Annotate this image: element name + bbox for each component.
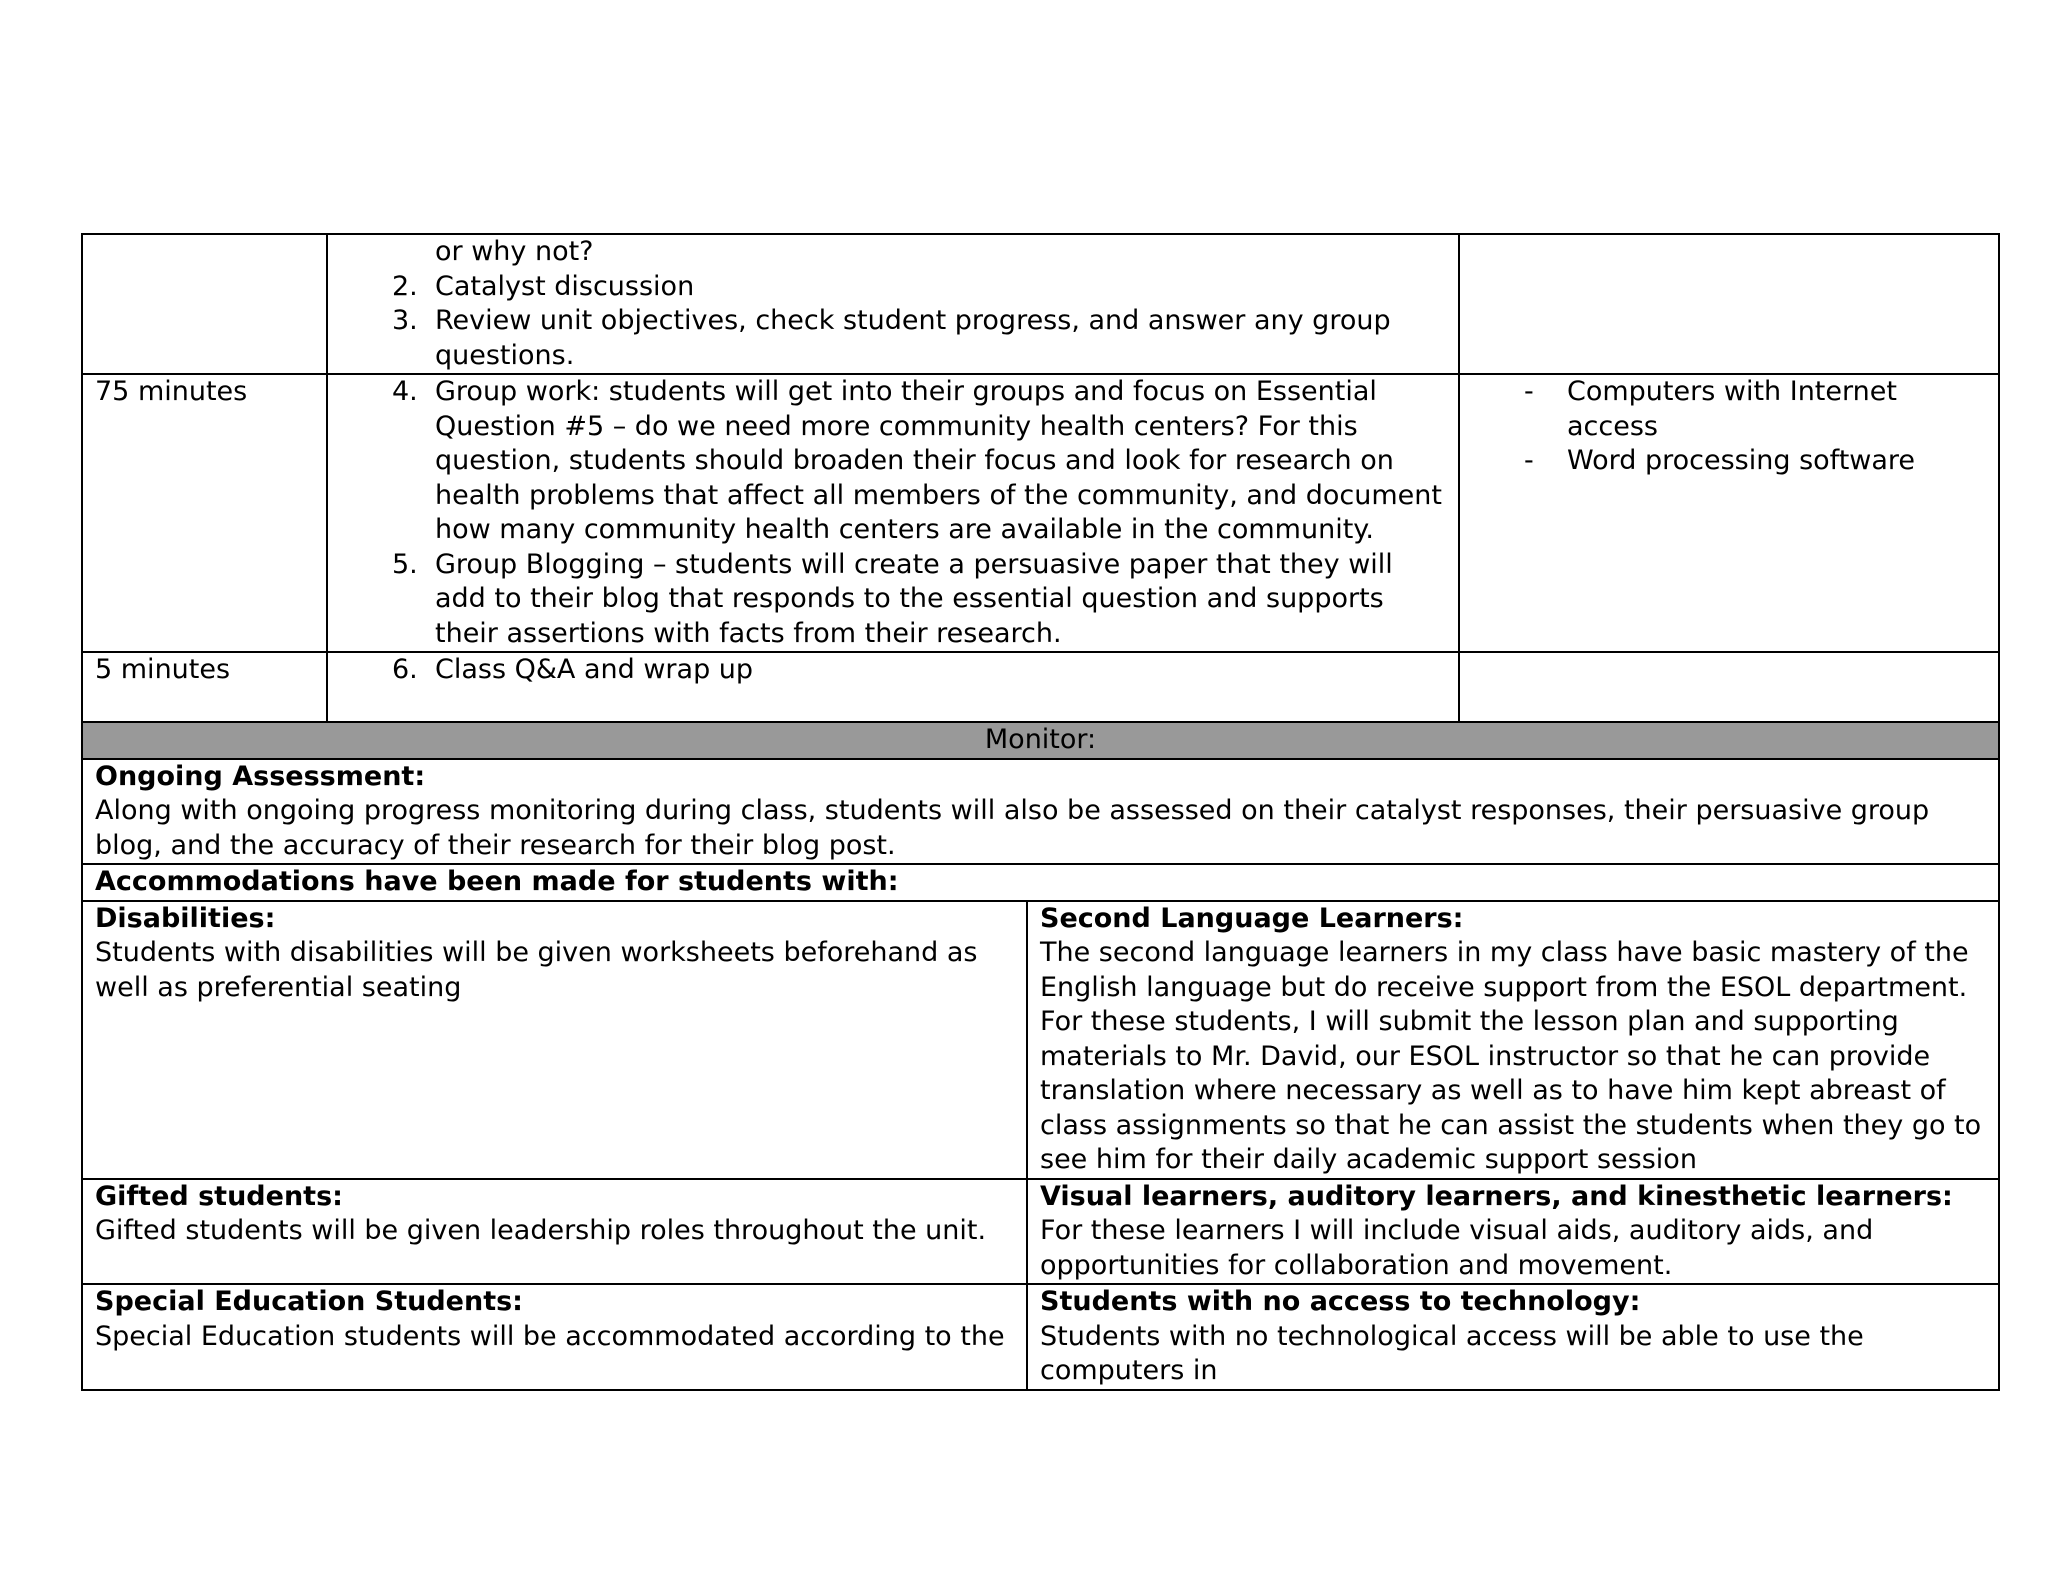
accommodations-row xyxy=(82,864,1999,901)
accommodations-title: Accommodations have been made for students with: xyxy=(82,864,1999,901)
assessment-row xyxy=(82,759,1999,865)
gifted-cell xyxy=(82,1179,1027,1285)
lesson-plan-table xyxy=(81,233,2000,723)
assessment-cell xyxy=(82,759,1999,865)
steps-cell xyxy=(327,652,1459,722)
table-row xyxy=(82,234,1999,374)
learners-title: Visual learners, auditory learners, and kinesthetic learners: xyxy=(1040,1180,1953,1212)
time-cell: 75 minutes xyxy=(82,374,327,652)
learners-cell xyxy=(1027,1179,1999,1285)
table-row xyxy=(82,901,1999,1179)
list-item: 5. Group Blogging – students will create a persuasive paper that they will add to their blog that responds to the essential question and supports their assertions with facts from their research. xyxy=(392,548,1393,649)
gifted-text: Gifted students will be given leadership roles throughout the unit. xyxy=(95,1215,987,1246)
table-row xyxy=(82,1284,1999,1390)
time-cell: 5 minutes xyxy=(82,652,327,722)
materials-cell xyxy=(1459,652,1999,722)
materials-cell xyxy=(1459,234,1999,374)
time-cell xyxy=(82,234,327,374)
disabilities-text: Students with disabilities will be given worksheets beforehand as well as preferential seating xyxy=(95,937,978,1003)
list-item: or why not? xyxy=(435,236,594,267)
table-row xyxy=(82,652,1999,722)
list-item: 4. Group work: students will get into their groups and focus on Essential Question #5 – do we need more community health centers? For this question, students should broaden their focus and look for research on health problems that affect all members of the community, and document how many community health centers are available in the community. xyxy=(392,376,1442,545)
notech-title: Students with no access to technology: xyxy=(1040,1286,1641,1317)
list-item: - Computers with Internet access xyxy=(1524,376,1897,442)
list-item: - Word processing software xyxy=(1524,445,1916,476)
table-row xyxy=(82,374,1999,652)
assessment-text: Along with ongoing progress monitoring during class, students will also be assessed on their catalyst responses, their persuasive group blog, and the accuracy of their research for their blog post. xyxy=(95,795,1930,861)
table-row xyxy=(82,1179,1999,1285)
sll-title: Second Language Learners: xyxy=(1040,902,1464,934)
monitor-header: Monitor: xyxy=(82,722,1999,759)
list-item: 2. Catalyst discussion xyxy=(392,270,695,302)
notech-cell xyxy=(1027,1284,1999,1390)
sll-text: The second language learners in my class have basic mastery of the English language but do receive support from the ESOL department. For these students, I will submit the lesson plan and supporting materials to Mr. David, our ESOL instructor so that he can provide translation where necessary as well as to have him kept abreast of class assignments so that he can assist the students when they go to see him for their daily academic support session xyxy=(1040,937,1982,1175)
sped-cell xyxy=(82,1284,1027,1390)
list-item: 3. Review unit objectives, check student progress, and answer any group questions. xyxy=(392,305,1391,371)
sped-title: Special Education Students: xyxy=(95,1286,523,1317)
materials-cell xyxy=(1459,374,1999,652)
notech-text: Students with no technological access will be able to use the computers in xyxy=(1040,1320,1864,1386)
disabilities-title: Disabilities: xyxy=(95,902,276,934)
steps-cell xyxy=(327,374,1459,652)
list-item: 6. Class Q&A and wrap up xyxy=(392,654,754,685)
monitor-table xyxy=(81,721,2000,1391)
gifted-title: Gifted students: xyxy=(95,1180,343,1212)
steps-cell xyxy=(327,234,1459,374)
assessment-title: Ongoing Assessment: xyxy=(95,760,426,792)
lesson-plan-page xyxy=(81,233,1998,1391)
sll-cell xyxy=(1027,901,1999,1179)
disabilities-cell xyxy=(82,901,1027,1179)
monitor-header-row xyxy=(82,722,1999,759)
sped-text: Special Education students will be accommodated according to the xyxy=(95,1320,1005,1352)
learners-text: For these learners I will include visual aids, auditory aids, and opportunities for collaboration and movement. xyxy=(1040,1215,1874,1281)
